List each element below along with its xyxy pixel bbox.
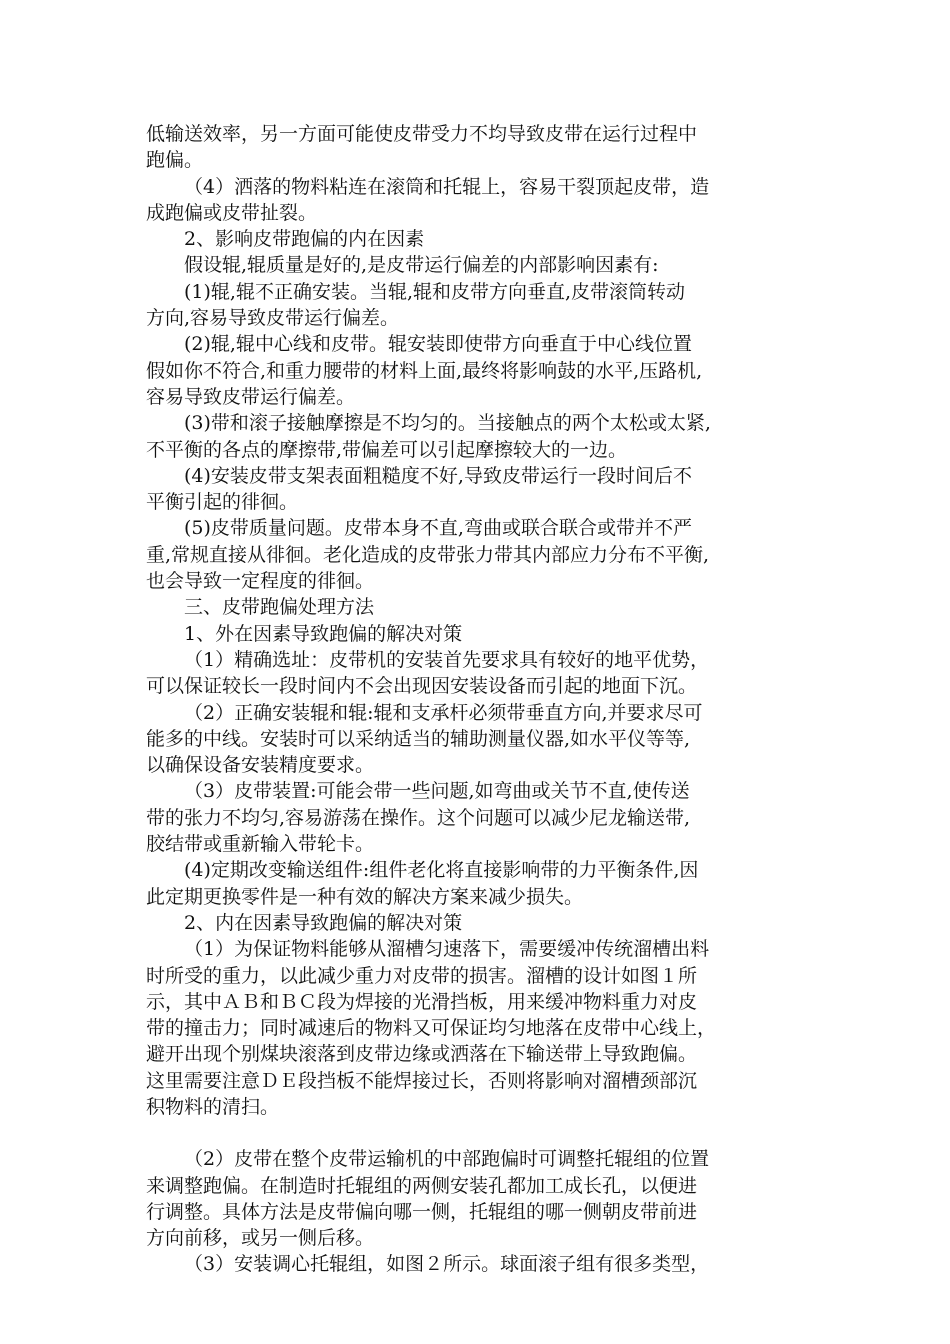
text-line: 低输送效率，另一方面可能使皮带受力不均导致皮带在运行过程中 — [146, 123, 698, 145]
text-line: 可以保证较长一段时间内不会出现因安装设备而引起的地面下沉。 — [146, 675, 698, 698]
section-heading — [146, 226, 816, 252]
text-line: 能多的中线。安装时可以采纳适当的辅助测量仪器,如水平仪等等, — [146, 727, 691, 750]
text-line: （1）精确选址：皮带机的安装首先要求具有较好的地平优势， — [184, 648, 710, 671]
text-line: 积物料的清扫。 — [146, 1095, 280, 1118]
text-line: 假设辊,辊质量是好的,是皮带运行偏差的内部影响因素有: — [184, 254, 659, 277]
section-heading — [146, 621, 816, 647]
text-line: 成跑偏或皮带扯裂。 — [146, 201, 318, 224]
text-line: （2）正确安装辊和辊:辊和支承杆必须带垂直方向,并要求尽可 — [184, 701, 703, 724]
text-line: 来调整跑偏。在制造时托辊组的两侧安装孔都加工成长孔，以便进 — [146, 1174, 698, 1197]
text-line: 以确保设备安装精度要求。 — [146, 754, 375, 777]
paragraph — [146, 331, 816, 410]
text-line: 2、影响皮带跑偏的内在因素 — [184, 228, 425, 251]
text-line: 这里需要注意ＤＥ段挡板不能焊接过长，否则将影响对溜槽颈部沉 — [146, 1069, 698, 1092]
paragraph — [146, 700, 816, 779]
text-line: (2)辊,辊中心线和皮带。辊安装即使带方向垂直于中心线位置 — [184, 333, 692, 356]
paragraph — [146, 410, 816, 463]
text-line: 时所受的重力，以此减少重力对皮带的损害。溜槽的设计如图１所 — [146, 964, 698, 987]
paragraph — [146, 279, 816, 332]
section-heading — [146, 594, 816, 620]
paragraph — [146, 857, 816, 910]
paragraph — [146, 174, 816, 227]
paragraph-gap — [146, 1120, 816, 1146]
paragraph — [146, 1146, 816, 1251]
text-line: (5)皮带质量问题。皮带本身不直,弯曲或联合联合或带并不严 — [184, 517, 692, 540]
text-line: 跑偏。 — [146, 149, 204, 172]
paragraph — [146, 463, 816, 516]
text-line: 带的张力不均匀,容易游荡在操作。这个问题可以减少尼龙输送带, — [146, 806, 691, 829]
text-line: 1、外在因素导致跑偏的解决对策 — [184, 622, 463, 645]
text-line: （3）安装调心托辊组，如图２所示。球面滚子组有很多类型， — [184, 1253, 710, 1276]
text-line: 行调整。具体方法是皮带偏向哪一侧，托辊组的哪一侧朝皮带前进 — [146, 1200, 698, 1223]
text-line: 带的撞击力；同时减速后的物料又可保证均匀地落在皮带中心线上， — [146, 1017, 717, 1040]
text-line: 平衡引起的徘徊。 — [146, 491, 299, 514]
text-line: （1）为保证物料能够从溜槽匀速落下，需要缓冲传统溜槽出料 — [184, 938, 710, 961]
text-line: 重,常规直接从徘徊。老化造成的皮带张力带其内部应力分布不平衡, — [146, 543, 710, 566]
text-line: 2、内在因素导致跑偏的解决对策 — [184, 911, 463, 934]
text-line: 不平衡的各点的摩擦带,带偏差可以引起摩擦较大的一边。 — [146, 438, 628, 461]
paragraph — [146, 1251, 816, 1277]
paragraph — [146, 252, 816, 278]
paragraph — [146, 778, 816, 857]
paragraph — [146, 121, 816, 174]
paragraph — [146, 647, 816, 700]
text-line: (3)带和滚子接触摩擦是不均匀的。当接触点的两个太松或太紧, — [184, 412, 711, 435]
document-body — [146, 121, 816, 1278]
paragraph — [146, 936, 816, 1120]
text-line: (4)定期改变输送组件:组件老化将直接影响带的力平衡条件,因 — [184, 859, 699, 882]
text-line: （2）皮带在整个皮带运输机的中部跑偏时可调整托辊组的位置 — [184, 1148, 710, 1171]
text-line: 也会导致一定程度的徘徊。 — [146, 570, 375, 593]
text-line: 假如你不符合,和重力腰带的材料上面,最终将影响鼓的水平,压路机, — [146, 359, 703, 382]
text-line: 示，其中ＡＢ和ＢＣ段为焊接的光滑挡板，用来缓冲物料重力对皮 — [146, 990, 698, 1013]
text-line: （3）皮带装置:可能会带一些问题,如弯曲或关节不直,使传送 — [184, 780, 690, 803]
text-line: 方向前移，或另一侧后移。 — [146, 1227, 375, 1250]
text-line: 三、皮带跑偏处理方法 — [184, 596, 375, 619]
text-line: (4)安装皮带支架表面粗糙度不好,导致皮带运行一段时间后不 — [184, 464, 692, 487]
text-line: 避开出现个别煤块滚落到皮带边缘或洒落在下输送带上导致跑偏。 — [146, 1043, 698, 1066]
text-line: 胶结带或重新输入带轮卡。 — [146, 833, 375, 856]
text-line: 方向,容易导致皮带运行偏差。 — [146, 307, 400, 330]
text-line: 此定期更换零件是一种有效的解决方案来减少损失。 — [146, 885, 584, 908]
text-line: (1)辊,辊不正确安装。当辊,辊和皮带方向垂直,皮带滚筒转动 — [184, 280, 686, 303]
text-line: （4）洒落的物料粘连在滚筒和托辊上，容易干裂顶起皮带，造 — [184, 175, 710, 198]
paragraph — [146, 515, 816, 594]
text-line: 容易导致皮带运行偏差。 — [146, 385, 356, 408]
section-heading — [146, 910, 816, 936]
